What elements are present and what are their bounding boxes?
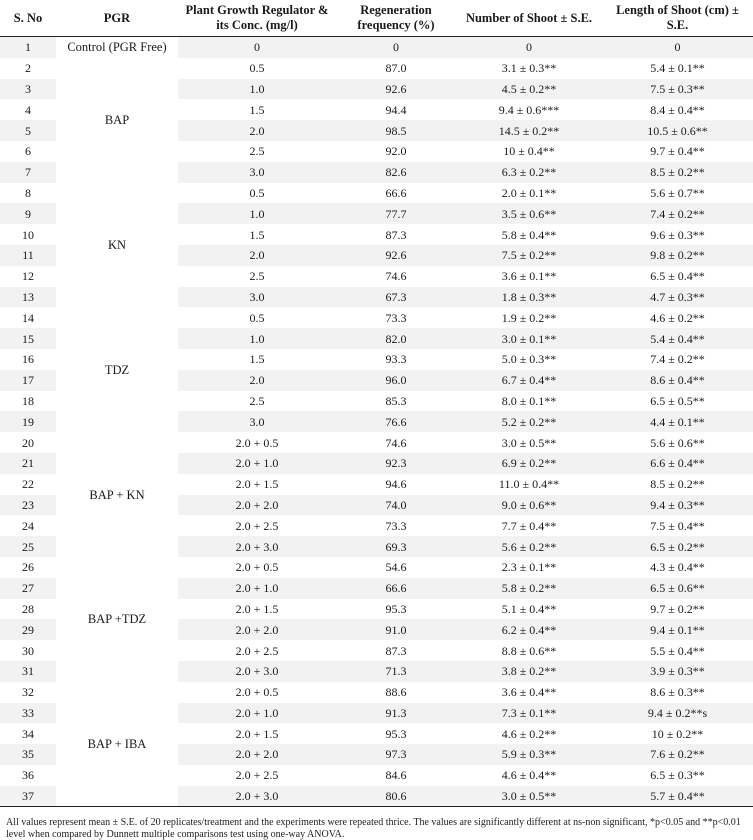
cell-shoot-number: 5.2 ± 0.2** [456,411,602,432]
cell-shoot-length: 8.5 ± 0.2** [602,162,753,183]
cell-sno: 9 [0,203,56,224]
cell-concentration: 2.0 + 1.0 [178,703,336,724]
cell-sno: 3 [0,79,56,100]
cell-sno: 1 [0,37,56,58]
cell-sno: 35 [0,744,56,765]
cell-shoot-length: 6.5 ± 0.5** [602,391,753,412]
cell-shoot-length: 6.6 ± 0.4** [602,453,753,474]
cell-pgr-group: TDZ [56,307,178,432]
cell-shoot-length: 6.5 ± 0.4** [602,266,753,287]
cell-sno: 10 [0,224,56,245]
cell-shoot-number: 3.8 ± 0.2** [456,661,602,682]
table-row [0,682,753,703]
table-body [0,37,753,807]
cell-shoot-number: 3.0 ± 0.5** [456,786,602,807]
cell-shoot-number: 4.6 ± 0.4** [456,765,602,786]
table-row [0,37,753,58]
cell-shoot-length: 8.4 ± 0.4** [602,99,753,120]
cell-concentration: 2.5 [178,141,336,162]
cell-regeneration: 66.6 [336,183,456,204]
cell-concentration: 2.0 + 2.0 [178,619,336,640]
cell-regeneration: 95.3 [336,599,456,620]
cell-sno: 16 [0,349,56,370]
cell-shoot-length: 9.8 ± 0.2** [602,245,753,266]
cell-concentration: 2.0 [178,245,336,266]
cell-pgr-group: BAP + KN [56,432,178,557]
cell-concentration: 2.0 + 3.0 [178,786,336,807]
cell-concentration: 2.0 [178,120,336,141]
cell-regeneration: 97.3 [336,744,456,765]
cell-sno: 15 [0,328,56,349]
cell-shoot-length: 6.5 ± 0.3** [602,765,753,786]
table-row [0,307,753,328]
cell-regeneration: 71.3 [336,661,456,682]
cell-regeneration: 91.3 [336,703,456,724]
cell-regeneration: 98.5 [336,120,456,141]
cell-sno: 21 [0,453,56,474]
cell-shoot-number: 14.5 ± 0.2** [456,120,602,141]
cell-shoot-length: 8.6 ± 0.4** [602,370,753,391]
cell-regeneration: 87.3 [336,224,456,245]
cell-shoot-number: 9.4 ± 0.6*** [456,99,602,120]
cell-shoot-length: 9.4 ± 0.1** [602,619,753,640]
table-header [0,0,753,37]
cell-shoot-length: 10.5 ± 0.6** [602,120,753,141]
cell-regeneration: 74.6 [336,432,456,453]
cell-concentration: 3.0 [178,162,336,183]
cell-sno: 27 [0,578,56,599]
cell-shoot-length: 5.6 ± 0.6** [602,432,753,453]
table-footnote: All values represent mean ± S.E. of 20 replicates/treatment and the experiments were repeated thrice. The values are significantly different at ns-non significant, *p<0.05 and **p<0.01 level when compared by Dunnett multiple comparisons test using one-way ANOVA. [6,817,741,840]
cell-shoot-number: 4.6 ± 0.2** [456,723,602,744]
cell-sno: 12 [0,266,56,287]
cell-sno: 28 [0,599,56,620]
cell-concentration: 0 [178,37,336,58]
cell-regeneration: 94.6 [336,474,456,495]
cell-sno: 8 [0,183,56,204]
cell-regeneration: 87.0 [336,58,456,79]
cell-shoot-length: 4.7 ± 0.3** [602,287,753,308]
table-row [0,58,753,79]
cell-pgr-group: BAP + IBA [56,682,178,807]
table-row [0,183,753,204]
col-header-shoot-length: Length of Shoot (cm) ± S.E. [602,0,753,37]
cell-shoot-number: 6.3 ± 0.2** [456,162,602,183]
cell-shoot-length: 5.4 ± 0.4** [602,328,753,349]
cell-shoot-number: 3.5 ± 0.6** [456,203,602,224]
cell-shoot-length: 6.5 ± 0.2** [602,536,753,557]
cell-concentration: 2.0 + 0.5 [178,432,336,453]
cell-shoot-number: 7.3 ± 0.1** [456,703,602,724]
cell-regeneration: 74.6 [336,266,456,287]
table-row [0,557,753,578]
cell-sno: 11 [0,245,56,266]
col-header-concentration: Plant Growth Regulator & its Conc. (mg/l) [178,0,336,37]
cell-shoot-length: 5.5 ± 0.4** [602,640,753,661]
cell-sno: 20 [0,432,56,453]
cell-regeneration: 73.3 [336,307,456,328]
cell-concentration: 2.5 [178,391,336,412]
cell-regeneration: 92.0 [336,141,456,162]
cell-shoot-number: 6.9 ± 0.2** [456,453,602,474]
cell-shoot-length: 5.6 ± 0.7** [602,183,753,204]
cell-shoot-number: 3.1 ± 0.3** [456,58,602,79]
cell-concentration: 0.5 [178,183,336,204]
cell-sno: 36 [0,765,56,786]
cell-sno: 24 [0,515,56,536]
col-header-sno: S. No [0,0,56,37]
cell-concentration: 2.0 + 0.5 [178,557,336,578]
cell-shoot-length: 7.5 ± 0.3** [602,79,753,100]
cell-sno: 22 [0,474,56,495]
cell-shoot-length: 8.5 ± 0.2** [602,474,753,495]
cell-shoot-length: 8.6 ± 0.3** [602,682,753,703]
cell-pgr-group: Control (PGR Free) [56,37,178,58]
cell-shoot-length: 0 [602,37,753,58]
cell-concentration: 1.0 [178,203,336,224]
cell-regeneration: 82.6 [336,162,456,183]
cell-shoot-length: 7.6 ± 0.2** [602,744,753,765]
cell-concentration: 2.0 [178,370,336,391]
cell-shoot-number: 2.3 ± 0.1** [456,557,602,578]
cell-shoot-number: 8.0 ± 0.1** [456,391,602,412]
cell-shoot-number: 5.1 ± 0.4** [456,599,602,620]
cell-shoot-length: 7.4 ± 0.2** [602,349,753,370]
cell-shoot-number: 0 [456,37,602,58]
cell-regeneration: 73.3 [336,515,456,536]
cell-regeneration: 80.6 [336,786,456,807]
cell-concentration: 1.0 [178,79,336,100]
cell-regeneration: 74.0 [336,495,456,516]
cell-concentration: 2.0 + 1.0 [178,453,336,474]
col-header-regeneration: Regeneration frequency (%) [336,0,456,37]
cell-shoot-length: 4.4 ± 0.1** [602,411,753,432]
cell-sno: 33 [0,703,56,724]
cell-regeneration: 77.7 [336,203,456,224]
cell-shoot-length: 9.4 ± 0.3** [602,495,753,516]
cell-shoot-number: 1.8 ± 0.3** [456,287,602,308]
cell-shoot-number: 7.7 ± 0.4** [456,515,602,536]
cell-regeneration: 84.6 [336,765,456,786]
cell-concentration: 2.0 + 2.0 [178,744,336,765]
cell-sno: 2 [0,58,56,79]
header-row [0,0,753,37]
cell-shoot-number: 3.6 ± 0.4** [456,682,602,703]
cell-concentration: 2.0 + 2.0 [178,495,336,516]
cell-regeneration: 95.3 [336,723,456,744]
cell-concentration: 2.0 + 1.5 [178,474,336,495]
cell-shoot-length: 7.4 ± 0.2** [602,203,753,224]
cell-regeneration: 93.3 [336,349,456,370]
cell-shoot-length: 10 ± 0.2** [602,723,753,744]
cell-regeneration: 87.3 [336,640,456,661]
cell-sno: 31 [0,661,56,682]
cell-regeneration: 85.3 [336,391,456,412]
cell-sno: 29 [0,619,56,640]
cell-shoot-number: 5.6 ± 0.2** [456,536,602,557]
cell-regeneration: 66.6 [336,578,456,599]
cell-shoot-number: 5.8 ± 0.2** [456,578,602,599]
cell-shoot-length: 9.7 ± 0.4** [602,141,753,162]
cell-shoot-length: 4.3 ± 0.4** [602,557,753,578]
cell-concentration: 3.0 [178,287,336,308]
cell-regeneration: 69.3 [336,536,456,557]
cell-regeneration: 92.6 [336,79,456,100]
cell-sno: 17 [0,370,56,391]
cell-sno: 18 [0,391,56,412]
cell-shoot-number: 1.9 ± 0.2** [456,307,602,328]
cell-sno: 19 [0,411,56,432]
cell-pgr-group: KN [56,183,178,308]
cell-sno: 4 [0,99,56,120]
cell-concentration: 2.0 + 2.5 [178,765,336,786]
cell-pgr-group: BAP +TDZ [56,557,178,682]
cell-concentration: 3.0 [178,411,336,432]
cell-concentration: 2.5 [178,266,336,287]
cell-concentration: 1.5 [178,224,336,245]
cell-sno: 5 [0,120,56,141]
cell-sno: 14 [0,307,56,328]
cell-concentration: 0.5 [178,58,336,79]
cell-concentration: 2.0 + 3.0 [178,536,336,557]
cell-shoot-number: 11.0 ± 0.4** [456,474,602,495]
cell-regeneration: 0 [336,37,456,58]
cell-concentration: 2.0 + 2.5 [178,515,336,536]
cell-pgr-group: BAP [56,58,178,183]
table-row [0,432,753,453]
cell-regeneration: 54.6 [336,557,456,578]
cell-shoot-number: 3.6 ± 0.1** [456,266,602,287]
cell-shoot-number: 3.0 ± 0.5** [456,432,602,453]
cell-concentration: 2.0 + 1.0 [178,578,336,599]
cell-shoot-number: 5.9 ± 0.3** [456,744,602,765]
cell-sno: 32 [0,682,56,703]
cell-regeneration: 82.0 [336,328,456,349]
cell-shoot-length: 5.4 ± 0.1** [602,58,753,79]
cell-concentration: 2.0 + 2.5 [178,640,336,661]
cell-concentration: 1.5 [178,349,336,370]
cell-sno: 23 [0,495,56,516]
cell-shoot-length: 4.6 ± 0.2** [602,307,753,328]
cell-shoot-number: 9.0 ± 0.6** [456,495,602,516]
cell-sno: 26 [0,557,56,578]
cell-regeneration: 76.6 [336,411,456,432]
cell-shoot-number: 5.8 ± 0.4** [456,224,602,245]
cell-shoot-number: 7.5 ± 0.2** [456,245,602,266]
cell-regeneration: 88.6 [336,682,456,703]
cell-shoot-number: 2.0 ± 0.1** [456,183,602,204]
cell-regeneration: 92.6 [336,245,456,266]
cell-sno: 6 [0,141,56,162]
cell-regeneration: 67.3 [336,287,456,308]
col-header-pgr: PGR [56,0,178,37]
cell-concentration: 2.0 + 0.5 [178,682,336,703]
cell-shoot-number: 6.7 ± 0.4** [456,370,602,391]
cell-sno: 34 [0,723,56,744]
cell-sno: 13 [0,287,56,308]
cell-sno: 25 [0,536,56,557]
cell-shoot-length: 9.6 ± 0.3** [602,224,753,245]
cell-concentration: 2.0 + 1.5 [178,723,336,744]
cell-shoot-length: 9.4 ± 0.2**s [602,703,753,724]
cell-shoot-length: 6.5 ± 0.6** [602,578,753,599]
cell-shoot-length: 3.9 ± 0.3** [602,661,753,682]
cell-concentration: 1.5 [178,99,336,120]
cell-shoot-length: 7.5 ± 0.4** [602,515,753,536]
cell-shoot-number: 3.0 ± 0.1** [456,328,602,349]
cell-shoot-number: 5.0 ± 0.3** [456,349,602,370]
cell-regeneration: 91.0 [336,619,456,640]
cell-concentration: 2.0 + 1.5 [178,599,336,620]
cell-shoot-number: 8.8 ± 0.6** [456,640,602,661]
cell-shoot-length: 5.7 ± 0.4** [602,786,753,807]
cell-shoot-length: 9.7 ± 0.2** [602,599,753,620]
cell-sno: 37 [0,786,56,807]
cell-sno: 30 [0,640,56,661]
cell-concentration: 0.5 [178,307,336,328]
cell-regeneration: 92.3 [336,453,456,474]
cell-concentration: 1.0 [178,328,336,349]
col-header-shoot-number: Number of Shoot ± S.E. [456,0,602,37]
cell-concentration: 2.0 + 3.0 [178,661,336,682]
cell-regeneration: 96.0 [336,370,456,391]
cell-regeneration: 94.4 [336,99,456,120]
cell-shoot-number: 10 ± 0.4** [456,141,602,162]
cell-shoot-number: 4.5 ± 0.2** [456,79,602,100]
cell-shoot-number: 6.2 ± 0.4** [456,619,602,640]
cell-sno: 7 [0,162,56,183]
